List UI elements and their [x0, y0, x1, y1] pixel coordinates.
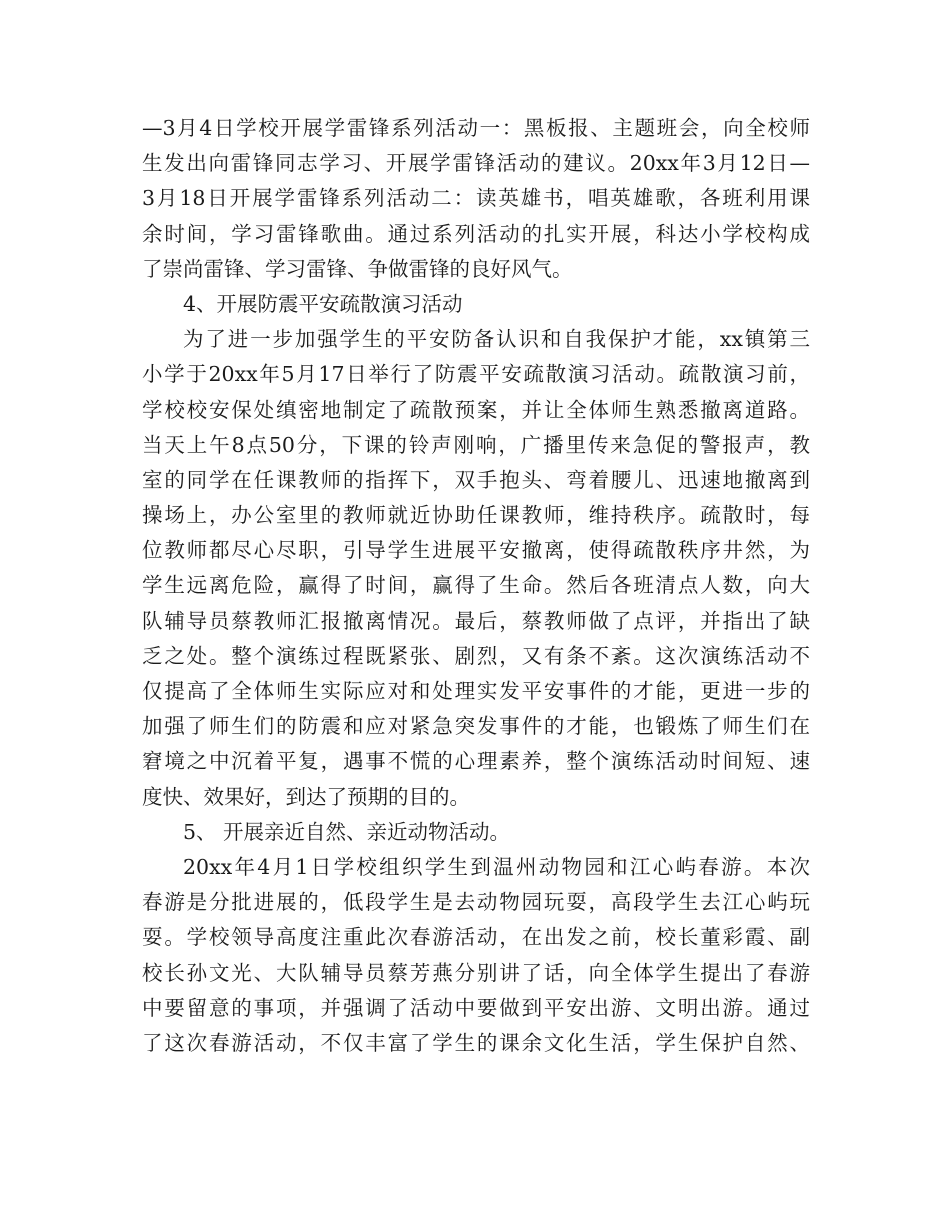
text-line: 校长孙文光、大队辅导员蔡芳燕分别讲了话，向全体学生提出了春游 [142, 960, 810, 985]
text-line: 度快、效果好，到达了预期的目的。 [142, 784, 470, 809]
document-body [142, 111, 810, 1061]
text-line: 仅提高了全体师生实际应对和处理实发平安事件的才能，更进一步的 [142, 679, 810, 703]
text-line: 学校校安保处缜密地制定了疏散预案，并让全体师生熟悉撤离道路。 [142, 397, 810, 422]
text-line: 当天上午8点50分，下课的铃声刚响，广播里传来急促的警报声，教 [142, 432, 810, 457]
text-line: 窘境之中沉着平复，遇事不慌的心理素养，整个演练活动时间短、速 [142, 749, 810, 774]
text-line: 3月18日开展学雷锋系列活动二：读英雄书，唱英雄歌，各班利用课 [142, 186, 810, 211]
text-line: 春游是分批进展的，低段学生是去动物园玩耍，高段学生去江心屿玩 [142, 890, 810, 915]
text-line: 队辅导员蔡教师汇报撤离情况。最后，蔡教师做了点评，并指出了缺 [142, 608, 810, 633]
text-line: 了这次春游活动，不仅丰富了学生的课余文化生活，学生保护自然、 [142, 1030, 810, 1055]
text-line: —3月4日学校开展学雷锋系列活动一：黑板报、主题班会，向全校师 [142, 116, 810, 140]
text-line: 小学于20xx年5月17日举行了防震平安疏散演习活动。疏散演习前， [142, 362, 810, 387]
text-line: 乏之处。整个演练过程既紧张、剧烈，又有条不紊。这次演练活动不 [142, 643, 810, 668]
text-line: 为了进一步加强学生的平安防备认识和自我保护才能，xx镇第三 [183, 327, 810, 352]
text-line: 耍。学校领导高度注重此次春游活动，在出发之前，校长董彩霞、副 [142, 925, 810, 950]
text-line: 位教师都尽心尽职，引导学生进展平安撤离，使得疏散秩序井然，为 [142, 538, 810, 563]
text-line: 中要留意的事项，并强调了活动中要做到平安出游、文明出游。通过 [142, 995, 810, 1020]
text-line: 操场上，办公室里的教师就近协助任课教师，维持秩序。疏散时，每 [142, 503, 810, 528]
text-line: 了崇尚雷锋、学习雷锋、争做雷锋的良好风气。 [142, 256, 573, 281]
text-line: 20xx年4月1日学校组织学生到温州动物园和江心屿春游。本次 [183, 854, 810, 879]
text-line: 学生远离危险，赢得了时间，赢得了生命。然后各班清点人数，向大 [142, 573, 810, 598]
text-line: 室的同学在任课教师的指挥下，双手抱头、弯着腰儿、迅速地撤离到 [142, 467, 810, 492]
text-line: 生发出向雷锋同志学习、开展学雷锋活动的建议。20xx年3月12日— [142, 151, 810, 176]
text-line: 加强了师生们的防震和应对紧急突发事件的才能，也锻炼了师生们在 [142, 714, 810, 739]
text-line: 余时间，学习雷锋歌曲。通过系列活动的扎实开展，科达小学校构成 [142, 221, 810, 246]
text-line: 4、开展防震平安疏散演习活动 [183, 291, 463, 316]
text-line: 5、 开展亲近自然、亲近动物活动。 [183, 819, 511, 844]
